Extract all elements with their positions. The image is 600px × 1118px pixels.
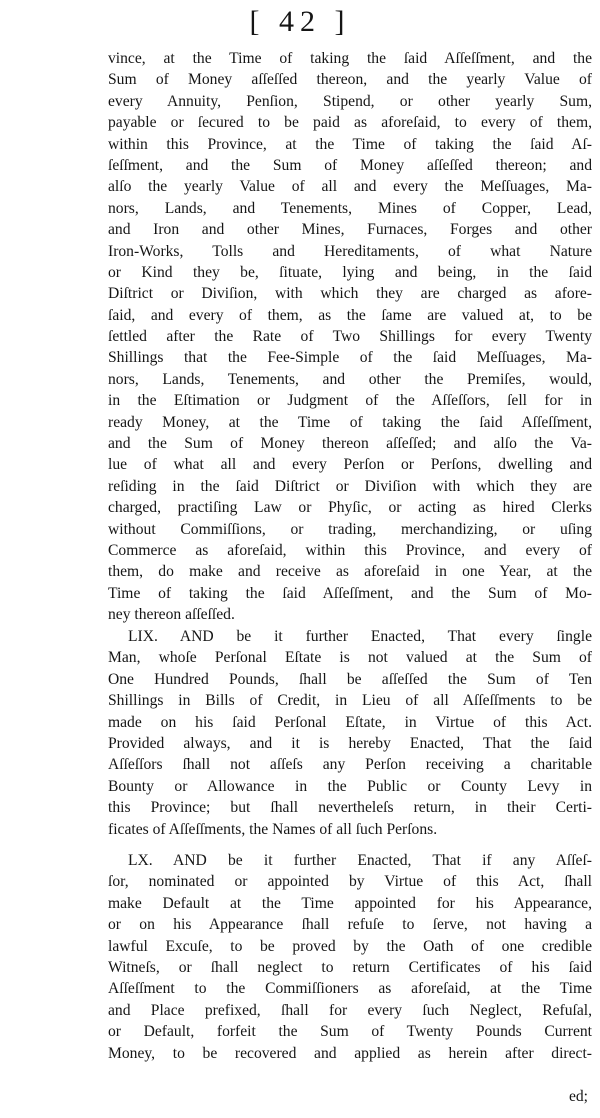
text-line: alſo the yearly Value of all and every the Meſſuages, Ma-: [108, 178, 592, 196]
text-line: ſeſſment, and the Sum of Money aſſeſſed thereon; and: [108, 156, 592, 174]
paragraph-continuation: [108, 48, 592, 626]
text-line: within this Province, at the Time of taking the ſaid Aſ-: [108, 135, 592, 153]
text-line: Bounty or Allowance in the Public or County Levy in: [108, 777, 592, 795]
text-line: Man, whoſe Perſonal Eſtate is not valued at the Sum of: [108, 649, 592, 667]
text-line: nors, Lands, and Tenements, Mines of Copper, Lead,: [108, 199, 592, 217]
text-line: Provided always, and it is hereby Enacted, That the ſaid: [108, 734, 592, 752]
text-line: One Hundred Pounds, ſhall be aſſeſſed the Sum of Ten: [108, 670, 592, 688]
text-line: or on his Appearance ſhall refuſe to ſerve, not having a: [108, 916, 592, 934]
text-line: Time of taking the ſaid Aſſeſſment, and the Sum of Mo-: [108, 584, 592, 602]
section-lx: [108, 850, 592, 1064]
text-line: Iron-Works, Tolls and Hereditaments, of what Nature: [108, 242, 592, 260]
text-line: charged, practiſing Law or Phyſic, or acting as hired Clerks: [108, 499, 592, 517]
text-line: reſiding in the ſaid Diſtrict or Diviſion with which they are: [108, 477, 592, 495]
text-line: Aſſeſſors ſhall not aſſeſs any Perſon receiving a charitable: [108, 756, 592, 774]
text-line: and Iron and other Mines, Furnaces, Forges and other: [108, 221, 592, 239]
text-line: ſor, nominated or appointed by Virtue of this Act, ſhall: [108, 873, 592, 891]
text-line: Shillings in Bills of Credit, in Lieu of all Aſſeſſments to be: [108, 692, 592, 710]
section-heading-line: LIX. AND be it further Enacted, That every ſingle: [128, 628, 592, 645]
page-number: [ 42 ]: [249, 5, 351, 38]
text-line: payable or ſecured to be paid as aforeſaid, to every of them,: [108, 114, 592, 132]
section-heading-line: LX. AND be it further Enacted, That if any Aſſeſ-: [128, 852, 592, 869]
text-line: Money, to be recovered and applied as herein after direct-: [108, 1044, 592, 1062]
catchword: ed;: [568, 1088, 588, 1105]
text-line: ready Money, at the Time of taking the ſaid Aſſeſſment,: [108, 413, 592, 431]
text-line: Diſtrict or Diviſion, with which they are charged as afore-: [108, 285, 592, 303]
text-line: Aſſeſſment to the Commiſſioners as aforeſaid, at the Time: [108, 980, 592, 998]
text-line: and Place prefixed, ſhall for every ſuch Neglect, Refuſal,: [108, 1001, 592, 1019]
text-line: ſaid, and every of them, as the ſame are valued at, to be: [108, 306, 592, 324]
text-line: Shillings that the Fee-Simple of the ſaid Meſſuages, Ma-: [108, 349, 592, 367]
text-line: Sum of Money aſſeſſed thereon, and the yearly Value of: [108, 71, 592, 89]
text-line: vince, at the Time of taking the ſaid Aſſeſſment, and the: [108, 50, 592, 67]
text-line: or Default, forfeit the Sum of Twenty Pounds Current: [108, 1023, 592, 1041]
text-line: make Default at the Time appointed for his Appearance,: [108, 894, 592, 912]
text-line: Witneſs, or ſhall neglect to return Certificates of his ſaid: [108, 958, 592, 976]
text-line: every Annuity, Penſion, Stipend, or other yearly Sum,: [108, 92, 592, 110]
text-line: ficates of Aſſeſſments, the Names of all ſuch Perſons.: [108, 820, 438, 838]
text-line: nors, Lands, Tenements, and other the Premiſes, would,: [108, 370, 592, 388]
section-lix: [108, 626, 592, 840]
text-line: ney thereon aſſeſſed.: [108, 606, 235, 624]
text-line: made on his ſaid Perſonal Eſtate, in Virtue of this Act.: [108, 713, 592, 731]
text-line: or Kind they be, ſituate, lying and being, in the ſaid: [108, 263, 592, 281]
text-line: this Province; but ſhall nevertheleſs return, in their Certi-: [108, 799, 592, 817]
text-line: in the Eſtimation or Judgment of the Aſſeſſors, ſell for in: [108, 392, 592, 410]
text-line: lawful Excuſe, to be proved by the Oath of one credible: [108, 937, 592, 955]
text-line: without Commiſſions, or trading, merchandizing, or uſing: [108, 520, 592, 538]
text-line: ſettled after the Rate of Two Shillings for every Twenty: [108, 328, 592, 346]
text-line: Commerce as aforeſaid, within this Province, and every of: [108, 541, 592, 559]
text-line: and the Sum of Money thereon aſſeſſed; and alſo the Va-: [108, 435, 592, 453]
text-line: lue of what all and every Perſon or Perſons, dwelling and: [108, 456, 592, 474]
text-line: them, do make and receive as aforeſaid in one Year, at the: [108, 563, 592, 581]
